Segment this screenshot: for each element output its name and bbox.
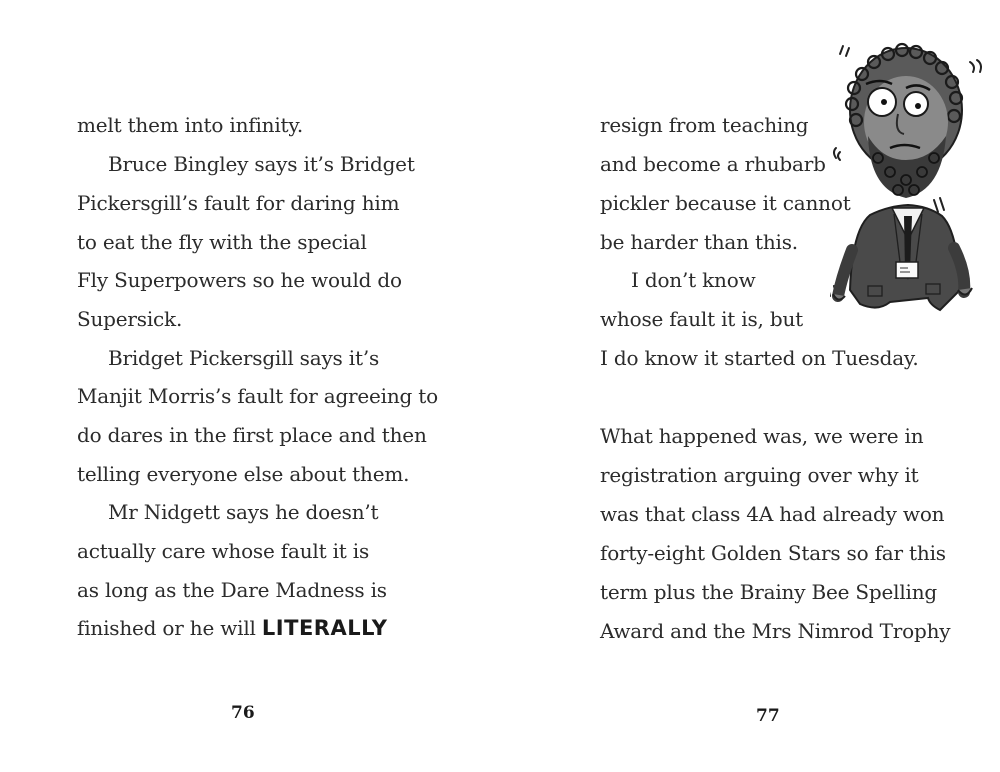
text-line: was that class 4A had already won	[600, 502, 945, 526]
text-line: Fly Superpowers so he would do	[77, 268, 402, 292]
text-line: Manjit Morris’s fault for agreeing to	[77, 384, 438, 408]
text-line: Award and the Mrs Nimrod Trophy	[600, 619, 951, 643]
text-line: Mr Nidgett says he doesn’t	[108, 500, 379, 524]
text-line: whose fault it is, but	[600, 307, 803, 331]
text-line: pickler because it cannot	[600, 191, 851, 215]
text-line: I do know it started on Tuesday.	[600, 346, 919, 370]
text-line: Bruce Bingley says it’s Bridget	[108, 152, 415, 176]
text-line: registration arguing over why it	[600, 463, 919, 487]
text-line: to eat the fly with the special	[77, 230, 367, 254]
text-line: Bridget Pickersgill says it’s	[108, 346, 380, 370]
page-number: 76	[231, 703, 255, 723]
text-line: Pickersgill’s fault for daring him	[77, 191, 400, 215]
text-line: forty-eight Golden Stars so far this	[600, 541, 946, 565]
text-line: actually care whose fault it is	[77, 539, 370, 563]
stressed-teacher-illustration	[830, 40, 1000, 330]
text-line: melt them into infinity.	[77, 113, 303, 137]
text-line: Supersick.	[77, 307, 183, 331]
text-line: telling everyone else about them.	[77, 462, 410, 486]
text-line: be harder than this.	[600, 230, 798, 254]
page-number: 77	[756, 706, 780, 726]
text-line: do dares in the first place and then	[77, 423, 427, 447]
text-line-start: finished or he will	[77, 616, 262, 640]
text-line: term plus the Brainy Bee Spelling	[600, 580, 938, 604]
text-line: I don’t know	[631, 268, 756, 292]
text-line: and become a rhubarb	[600, 152, 826, 176]
text-line: as long as the Dare Madness is	[77, 578, 387, 602]
text-line: resign from teaching	[600, 113, 809, 137]
text-line	[77, 616, 387, 640]
text-line: What happened was, we were in	[600, 424, 924, 448]
emphasized-word: LITERALLY	[261, 616, 388, 640]
